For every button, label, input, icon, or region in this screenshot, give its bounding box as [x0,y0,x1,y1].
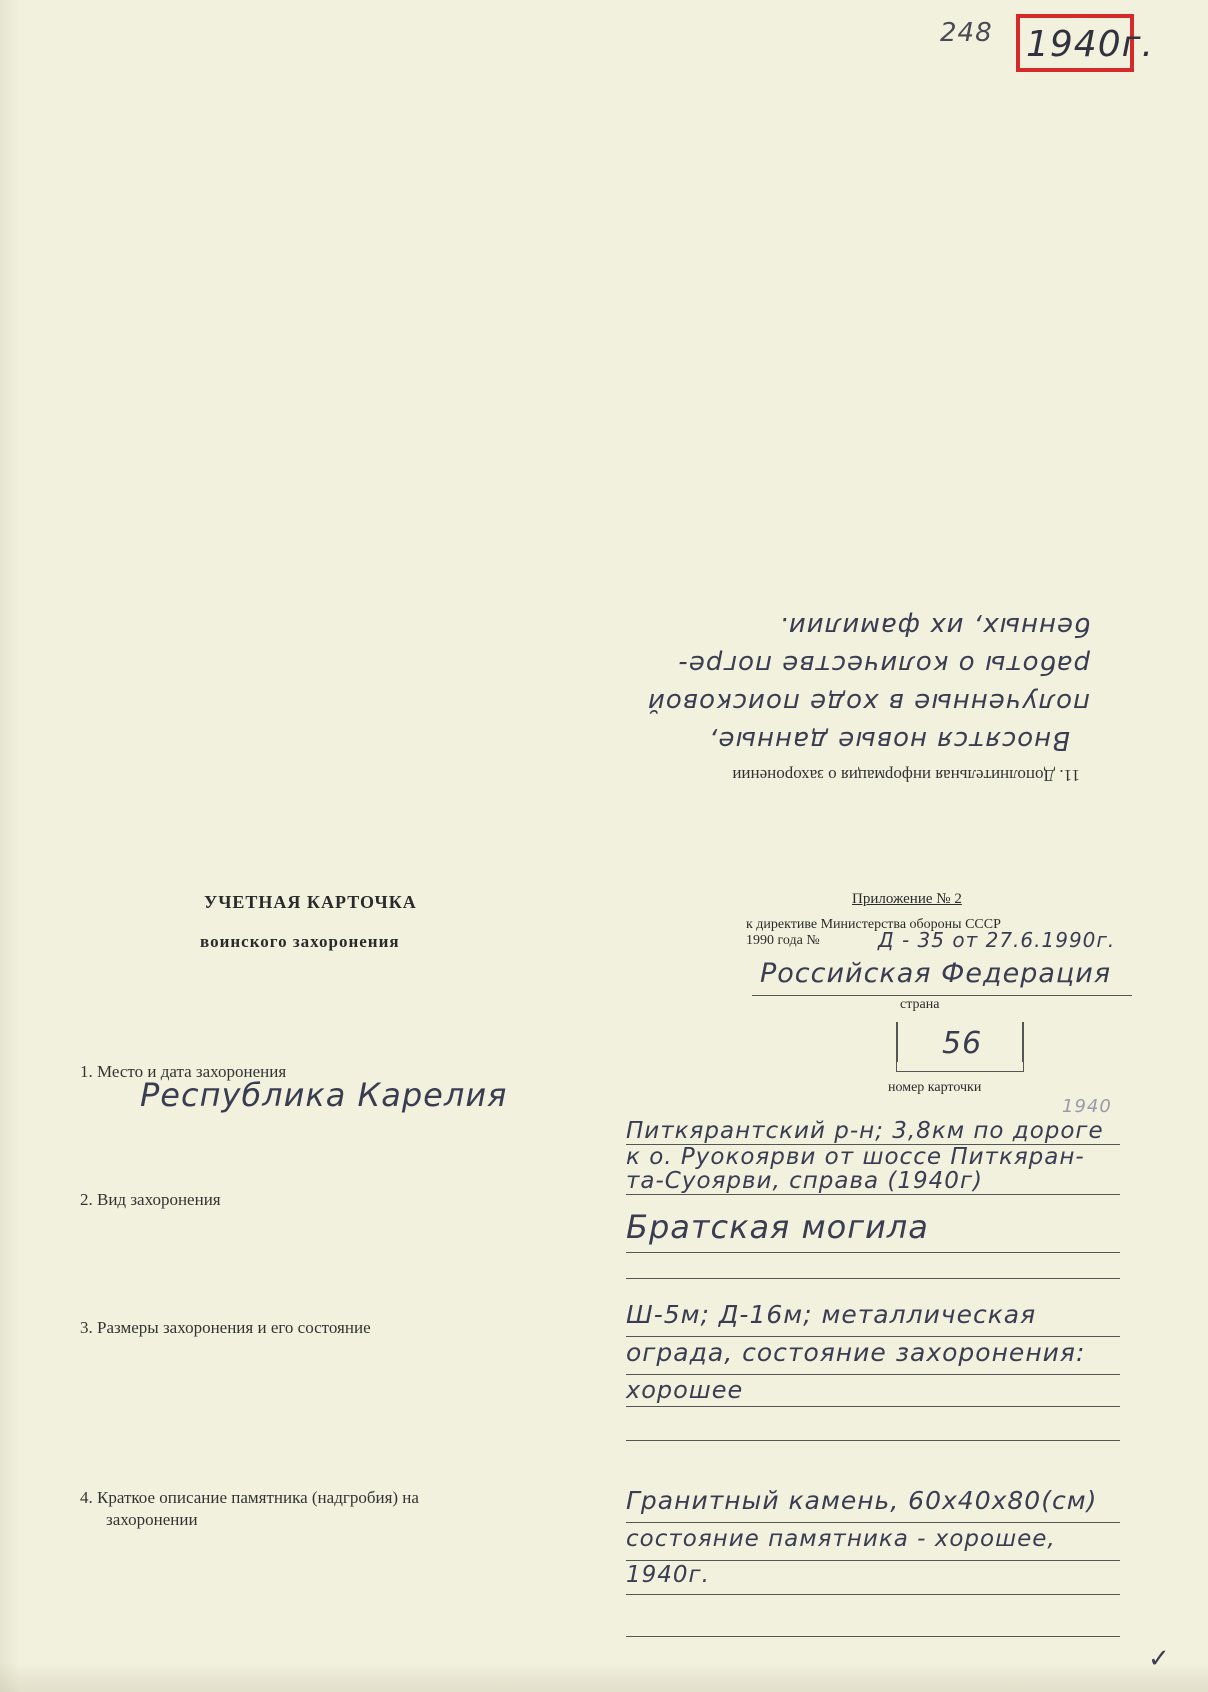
size-line-1: Ш-5м; Д-16м; металлическая [626,1300,1037,1329]
monument-underline-2 [626,1560,1120,1561]
place-line-3: та-Суоярви, справа (1940г) [626,1168,983,1194]
type-underline-1 [626,1252,1120,1253]
size-line-3: хорошее [626,1376,744,1404]
check-mark: ✓ [1148,1644,1170,1673]
burial-type-handwritten: Братская могила [626,1208,929,1246]
archive-number: 248 [940,18,993,48]
country-handwritten: Российская Федерация [760,958,1112,989]
monument-underline-3 [626,1594,1120,1595]
section-11-additional-info [560,600,1100,785]
section-11-line-2: полученные в ходе поисковой [646,687,1090,717]
size-line-2: ограда, состояние захоронения: [626,1338,1086,1367]
section-11-line-1: Вносятся новые данные, [708,725,1070,755]
year-stamp [1016,14,1154,72]
monument-line-3: 1940г. [626,1562,710,1588]
field-4-label-line-1: 4. Краткое описание памятника (надгробия) на [80,1488,419,1507]
appendix-label: Приложение № 2 [852,891,962,907]
place-line-2: к о. Руокоярви от шоссе Питкяран- [626,1144,1085,1170]
size-underline-1 [626,1336,1120,1337]
section-11-line-4: бенных, их фамилии. [778,611,1090,641]
place-underline-2 [626,1194,1120,1195]
directive-number-handwritten: Д - 35 от 27.6.1990г. [878,928,1116,952]
card-number-label: номер карточки [888,1080,982,1095]
country-underline [752,995,1132,996]
directive-line-1: к директиве Министерства обороны СССР [746,917,1001,932]
field-3-label: 3. Размеры захоронения и его состояние [80,1318,371,1337]
section-11-heading: 11. Дополнительная информация о захоронении [732,766,1080,785]
field-2-label: 2. Вид захоронения [80,1190,221,1209]
size-underline-4 [626,1440,1120,1441]
field-1-label: 1. Место и дата захоронения [80,1062,287,1081]
country-label: страна [900,997,940,1012]
size-underline-2 [626,1374,1120,1375]
monument-underline-4 [626,1636,1120,1637]
field-4-label-line-2: захоронении [106,1510,198,1529]
monument-line-2: состояние памятника - хорошее, [626,1526,1056,1552]
section-11-line-3: работы о количестве погре- [677,649,1090,679]
pencil-year-note: 1940 [1062,1096,1112,1117]
card-title: УЧЕТНАЯ КАРТОЧКА [204,892,417,912]
size-underline-3 [626,1406,1120,1407]
card-number: 56 [942,1026,983,1061]
place-line-1: Питкярантский р-н; 3,8км по дороге [626,1118,1104,1144]
burial-place-handwritten: Республика Карелия [140,1076,508,1114]
monument-line-1: Гранитный камень, 60х40х80(см) [626,1486,1098,1515]
card-number-box-right-edge [1022,1022,1023,1062]
monument-underline-1 [626,1522,1120,1523]
directive-line-2: 1990 года № [746,933,820,948]
card-subtitle: воинского захоронения [200,932,400,951]
card-number-box-left-edge [897,1022,898,1062]
type-underline-2 [626,1278,1120,1279]
year-stamp-text: 1940г. [1026,24,1154,65]
